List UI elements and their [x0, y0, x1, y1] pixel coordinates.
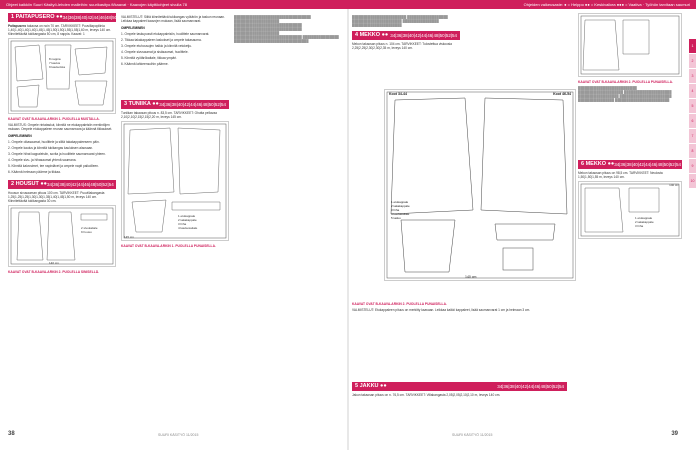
- magazine-spread: [0, 9, 696, 450]
- step: 2. Tikkaa takakappaleen laskokset ja ompele takasauma.: [121, 38, 202, 42]
- fabric-width-label: 140 cm: [465, 275, 477, 279]
- step: 2. Ompele kaulus ja kiinnitä tukikangas kauluksen alaosaan.: [8, 146, 94, 150]
- cut-instructions-1: KAAVAT OVAT B-KAAVA-ARKIN 1. PUOLELLA MUSTALLA.: [8, 117, 100, 121]
- section1-intro: Paitapusero takaosa on noin 70 cm. TARVIKKEET: Puuvillapopliinia 1,40|1,40|1,40|1,40|1,45|1,45|1,50|1,50|1,55|1,55|1,60 m, leveys 140 cm. Kiinnitettävää tukikangasta 50 cm, 8 nappia. Kaavat: 1: [8, 24, 112, 36]
- legend-item: 8 nappia: [49, 57, 61, 61]
- fabric-width-label: 140 cm: [669, 183, 679, 187]
- right-page: [352, 9, 688, 439]
- legend-item: 4 kaula-kaitale: [178, 226, 198, 230]
- pattern-pieces-svg: [122, 122, 228, 240]
- fabric-width-label: 140 cm: [49, 261, 59, 265]
- section4-prep: VALMISTELUT: Etukappaleen pituus on merkitty kaavaan. Leikkaa kaikki kappaleet, lisää saumanvarat 1 cm ja helmaan 3 cm.: [352, 308, 531, 312]
- legend-item: 9 kaula-lista: [49, 65, 66, 69]
- legend-item: 1 etukappale: [635, 216, 653, 220]
- pattern-layout-diagram-2: [8, 205, 116, 267]
- pattern-layout-diagram-4: [384, 89, 576, 281]
- left-column-3: [234, 13, 342, 45]
- legend-item: 5 tasku: [391, 216, 401, 220]
- section6-intro: Mekon takaosan pituus on 98,5 cm. TARVIKKEET: Neulosta 1,50|1,50|1,55 m, leveys 140 cm.: [578, 171, 663, 179]
- page-footer-left: SUURI KÄSITYÖ 11/2015: [158, 433, 199, 437]
- pattern-layout-diagram-5: [578, 13, 682, 77]
- step: 5. Kiinnitä kalvosimet, tee napinlävet ja ompele napit paikoilleen.: [8, 164, 99, 168]
- tab-6[interactable]: 6: [689, 114, 696, 128]
- section5-intro: Jakun takaosan pituus on n. 76,5 cm. TARVIKKEET: Villakangasta 2,05|2,05|2,10|2,10 m, leveys 140 cm.: [352, 393, 501, 397]
- section-header-1: 1 PAITAPUSERO ●● 34|36|38|40|42|44|46|48|50|52|54: [8, 13, 116, 22]
- cut-instructions-5: KAAVAT OVAT B-KAAVA-ARKIN 2. PUOLELLA PUNAISELLA.: [578, 80, 673, 84]
- section-header-2: 2 HOUSUT ●● 34|36|38|40|42|44|46|48|50|52|54: [8, 180, 116, 189]
- cut-instructions-3: KAAVAT OVAT B-KAAVA-ARKIN 1. PUOLELLA PUNAISELLA.: [121, 244, 216, 248]
- section-header-6: 6 MEKKO ●● 34|36|38|40|42|44|46|48|50|52|54: [578, 160, 682, 169]
- section-header-4: 4 MEKKO ●● 34|36|38|40|42|44|46|48|50|52|54: [352, 31, 460, 40]
- body-text: ████████████████████████ ██████████████████ ██████████████████████ ████████████████ ██████████████████████: [352, 15, 448, 27]
- section2-intro: Housun sivusauman pituus 100 cm. TARVIKKEET: Puuvillakangasta 1,25|1,25|1,25|1,30|1,30|1,35|1,40|1,45|1,50 m, leveys 140 cm. Kiinnitettävää tukikangasta 30 cm.: [8, 191, 105, 203]
- legend-item: 2 takakappale: [178, 218, 197, 222]
- section-header-3: 3 TUNIIKA ●● 34|36|38|40|42|44|46|48|50|52|54: [121, 100, 229, 109]
- section1-prep: VALMISTUS: Ompele rintataskut, kiinnitä ne etukappaleisiin merkintöjen mukaan. Ompele etukappaleen reunan saumanvara ja käännä tikkaukset.: [8, 123, 113, 131]
- steps-title-1: OMPELEMINEN: [8, 134, 32, 138]
- pattern-pieces-svg: [9, 206, 115, 266]
- legend-item: 3 hiha: [178, 222, 187, 226]
- step: 6. Käännä helmaan päärme ja tikkaa.: [8, 170, 61, 174]
- top-bar-right: Ohjeiden vaikeusaste: ● = Helppo ●● = Keskivaikea ●●● = Vaativa · Työhön tarvitaan saumuri: [523, 2, 690, 7]
- step: 1. Ompele olkasaumat, huolittele ja silitä takakappaleeseen päin.: [8, 140, 100, 144]
- right-column-1: [352, 13, 460, 52]
- left-column-2: [121, 13, 229, 248]
- pattern-pieces-svg: [579, 14, 681, 76]
- step: 3. Ompele hihat kappaleisiin, sovita ja huolittele saumanvarat yhteen.: [8, 152, 106, 156]
- top-bar-left: Ohjeet kaikkiin Suuri Käsityö-lehden malleihin: suurikasityo.fi/kaavat · Kaavojen käyttöohjeet sivulla 78: [6, 2, 187, 7]
- tab-2[interactable]: 2: [689, 54, 696, 68]
- size-label: Koot 46-54: [553, 92, 571, 96]
- legend-item: 1 etukappale: [391, 200, 409, 204]
- fabric-width-label: 145 cm: [124, 235, 134, 239]
- steps-title-mid: OMPELEMINEN: [121, 26, 145, 30]
- top-bar: [0, 0, 696, 9]
- size-label: Koot 34-44: [389, 92, 407, 96]
- tab-5[interactable]: 5: [689, 99, 696, 113]
- pattern-layout-diagram-1: [8, 38, 116, 114]
- right-column-3: [578, 13, 682, 239]
- cut-instructions-2: KAAVAT OVAT B-KAAVA-ARKIN 2. PUOLELLA SINISELLÄ.: [8, 270, 100, 274]
- body-text: ██████████████████████████████████ ████████████████████ ██████████████████████████████ ██████████████████████████████ ████████████████████ ██████████████████████████████ ████████████████ █████████████████████████████████: [234, 15, 339, 43]
- page-number-left: 38: [8, 431, 15, 437]
- section-header-5: 5 JAKKU ●● 34|36|38|40|42|44|46|48|50|52|54: [352, 382, 567, 391]
- legend-item: 3 hiha: [635, 224, 644, 228]
- tab-7[interactable]: 7: [689, 129, 696, 143]
- page-footer-right: SUURI KÄSITYÖ 11/2015: [452, 433, 493, 437]
- tab-4[interactable]: 4: [689, 84, 696, 98]
- tab-1[interactable]: 1: [689, 39, 696, 53]
- page-number-right: 39: [671, 431, 678, 437]
- legend-item: 2 takakappale: [391, 204, 410, 208]
- step: 1. Ompele taskupussit etukappaleisiin, huolittele saumanvarat.: [121, 32, 210, 36]
- tab-10[interactable]: 10: [689, 174, 696, 188]
- tab-3[interactable]: 3: [689, 69, 696, 83]
- legend-item: 4 kaulakaitale: [391, 212, 410, 216]
- section3-intro: Tuniikan takaosan pituus n. 83,5 cm. TARVIKKEET: Ohutta pellavaa 2,10|2,10|2,15|2,15|2,20 m, leveys 145 cm.: [121, 111, 217, 119]
- middle-prep: VALMISTELUT: Silitä kiinnitettävä tukikangas vyötärön ja taskun reunaan. Leikkaa kappaleet kaavojen mukaan, lisää saumanvarat.: [121, 15, 225, 23]
- step: 4. Ompele sivusaumat ja sisäsaumat, huolittele.: [121, 50, 189, 54]
- legend-item: 2 sivukaitale: [81, 226, 98, 230]
- step: 6. Käännä lahkeensuihin päärme.: [121, 62, 169, 66]
- legend-item: 2 takakappale: [635, 220, 654, 224]
- step: 5. Kiinnitä vyötärökaitale, tikkaa ympäri.: [121, 56, 177, 60]
- pattern-layout-diagram-6: [578, 181, 682, 239]
- pattern-layout-diagram-3: [121, 121, 229, 241]
- right-bottom-text: [352, 299, 567, 399]
- section4-intro: Mekon takaosan pituus n. 104 cm. TARVIKKEET: Tulostettua viskoosia 2,25|2,25|2,30|2,30|2,35 m, leveys 140 cm.: [352, 42, 452, 50]
- cut-instructions-4: KAAVAT OVAT B-KAAVA-ARKIN 2. PUOLELLA PUNAISELLA.: [352, 302, 447, 306]
- step: 3. Ompele etuhousujen halkio ja kiinnitä vetoketju.: [121, 44, 192, 48]
- left-page: [8, 9, 344, 439]
- tab-8[interactable]: 8: [689, 144, 696, 158]
- pattern-pieces-svg: [579, 182, 681, 238]
- body-text: ██████████████████████████ ████████████████████ █████████████████████ ██████████████████ ███████████████████████ ████████████████ ████████████████████████: [578, 86, 672, 102]
- section-tabs: [689, 39, 696, 189]
- pattern-pieces-svg: [385, 90, 575, 280]
- legend-item: 3 hiha: [391, 208, 400, 212]
- legend-item: 1 etukappale: [178, 214, 196, 218]
- legend-item: 7 kaulus: [49, 61, 61, 65]
- tab-9[interactable]: 9: [689, 159, 696, 173]
- step: 4. Ompele sivu- ja hihasaumat yhtenä saumana.: [8, 158, 77, 162]
- pattern-pieces-svg: [9, 39, 115, 113]
- legend-item: 9 housu: [81, 230, 92, 234]
